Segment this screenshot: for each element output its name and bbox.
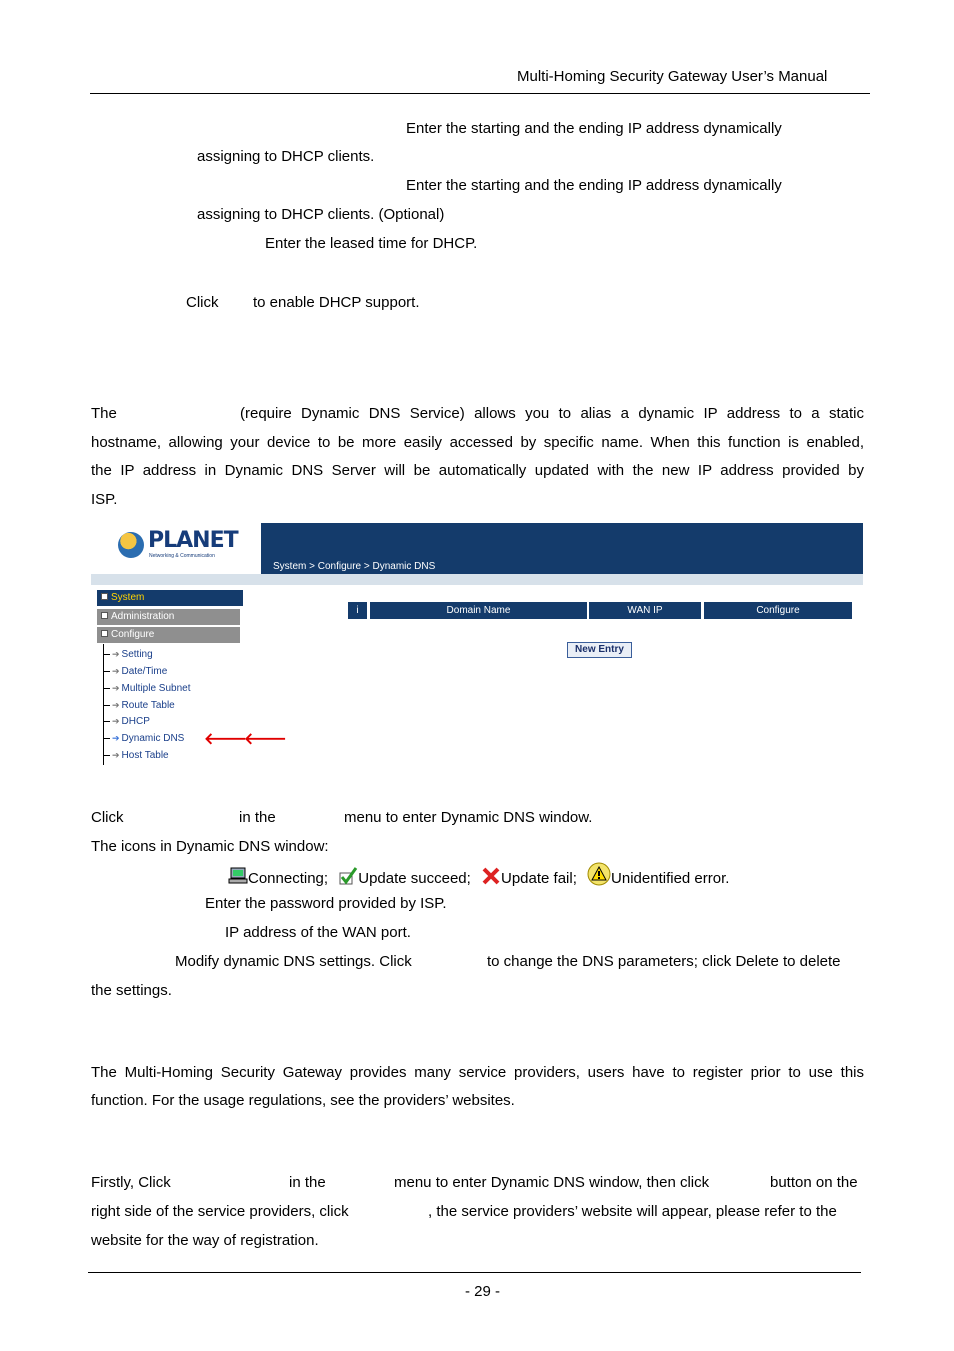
sub-bar	[91, 574, 863, 585]
intro-line4: ISP.	[91, 491, 118, 508]
arrow-right-icon: ➔	[112, 683, 120, 693]
tree-item-multiple-subnet[interactable]	[103, 681, 190, 695]
collapse-icon	[101, 593, 108, 600]
nav-configure[interactable]	[97, 627, 240, 643]
nav-configure-label: Configure	[111, 629, 155, 640]
planet-globe-icon	[118, 532, 144, 558]
arrow-right-icon: ➔	[112, 716, 120, 726]
firstly-end: button on the	[770, 1174, 858, 1191]
intro-the: The	[91, 405, 117, 422]
computer-connecting-icon	[228, 866, 248, 886]
tree-item-route-table[interactable]	[103, 698, 175, 712]
tree-item-label: Host Table	[121, 750, 169, 761]
tree-item-label: DHCP	[121, 716, 150, 727]
intro-line3: the IP address in Dynamic DNS Server will be automatically updated with the new IP address provided by	[91, 462, 864, 479]
tree-item-dynamic-dns[interactable]	[103, 731, 184, 745]
arrow-right-icon: ➔	[112, 750, 120, 760]
planet-logo-sub: Networking & Communication	[149, 553, 215, 559]
firstly-mid: menu to enter Dynamic DNS window, then click	[394, 1174, 710, 1191]
header-title: Multi-Homing Security Gateway User’s Manual	[517, 68, 828, 85]
modify-text: Modify dynamic DNS settings. Click	[175, 953, 412, 970]
arrow-right-icon: ➔	[112, 666, 120, 676]
nav-administration[interactable]	[97, 609, 240, 625]
col-header-index: i	[348, 602, 367, 619]
tree-item-label: Multiple Subnet	[121, 683, 191, 694]
firstly-click: Firstly, Click	[91, 1174, 171, 1191]
dhcp-range2-line1: Enter the starting and the ending IP address dynamically	[406, 177, 782, 194]
tree-item-label: Setting	[121, 649, 153, 660]
logo-area	[91, 523, 261, 574]
tree-item-host-table[interactable]	[103, 748, 169, 762]
right-side: right side of the service providers, click	[91, 1203, 349, 1220]
col-header-wan-ip: WAN IP	[589, 602, 701, 619]
breadcrumb: System > Configure > Dynamic DNS	[273, 561, 436, 572]
legend-succeed: Update succeed;	[358, 870, 471, 887]
modify-end: the settings.	[91, 982, 172, 999]
x-fail-icon	[481, 866, 501, 886]
arrow-right-icon: ➔	[112, 733, 120, 743]
arrow-right-icon: ➔	[112, 700, 120, 710]
icons-title: The icons in Dynamic DNS window:	[91, 838, 329, 855]
legend-connecting: Connecting;	[248, 870, 329, 887]
dhcp-click-word: Click	[186, 294, 219, 311]
collapse-icon	[101, 630, 108, 637]
header-divider	[90, 93, 870, 94]
page-number: - 29 -	[465, 1283, 501, 1300]
wanip-text: IP address of the WAN port.	[225, 924, 411, 941]
right-rest: , the service providers’ website will appear, please refer to the	[428, 1203, 837, 1220]
tree-item-label: Route Table	[121, 700, 175, 711]
providers-line1: The Multi-Homing Security Gateway provides many service providers, users have to register prior to use this	[91, 1064, 864, 1081]
icon-legend	[228, 862, 729, 886]
footer-divider	[88, 1272, 861, 1273]
dhcp-range-line1: Enter the starting and the ending IP address dynamically	[406, 120, 782, 137]
password-text: Enter the password provided by ISP.	[205, 895, 447, 912]
dynamic-dns-screenshot	[91, 523, 863, 765]
red-pointer-arrows-icon: 🡐🡐	[204, 731, 284, 748]
dhcp-range-line2: assigning to DHCP clients.	[197, 148, 375, 165]
planet-logo: PLANET	[148, 528, 238, 553]
legend-fail: Update fail;	[500, 870, 577, 887]
intro-line1: (require Dynamic DNS Service) allows you to alias a dynamic IP address to a static	[240, 405, 864, 422]
click-word: Click	[91, 809, 124, 826]
nav-administration-label: Administration	[111, 611, 175, 622]
in-the: in the	[239, 809, 276, 826]
expand-icon	[101, 612, 108, 619]
nav-system[interactable]	[97, 590, 243, 606]
check-succeed-icon	[338, 866, 358, 886]
menu-rest: menu to enter Dynamic DNS window.	[344, 809, 593, 826]
dhcp-range2-line2: assigning to DHCP clients. (Optional)	[197, 206, 445, 223]
legend-unidentified: Unidentified error.	[611, 870, 730, 887]
col-header-domain-name: Domain Name	[370, 602, 587, 619]
col-header-configure: Configure	[704, 602, 852, 619]
firstly-in-the: in the	[289, 1174, 326, 1191]
tree-item-dhcp[interactable]	[103, 714, 150, 728]
dhcp-click-rest: to enable DHCP support.	[253, 294, 420, 311]
tree-item-setting[interactable]	[103, 647, 153, 661]
website-text: website for the way of registration.	[91, 1232, 319, 1249]
tree-item-label: Date/Time	[121, 666, 168, 677]
modify-rest: to change the DNS parameters; click Delete to delete	[487, 953, 841, 970]
tree-item-label: Dynamic DNS	[121, 733, 185, 744]
nav-system-label: System	[111, 592, 145, 603]
warning-error-icon	[587, 862, 611, 886]
providers-line2: function. For the usage regulations, see the providers’ websites.	[91, 1092, 515, 1109]
dhcp-lease-text: Enter the leased time for DHCP.	[265, 235, 478, 252]
tree-item-datetime[interactable]	[103, 664, 167, 678]
new-entry-button[interactable]: New Entry	[567, 642, 632, 658]
intro-line2: hostname, allowing your device to be more easily accessed by specific name. When this function is enabled,	[91, 434, 864, 451]
arrow-right-icon: ➔	[112, 649, 120, 659]
